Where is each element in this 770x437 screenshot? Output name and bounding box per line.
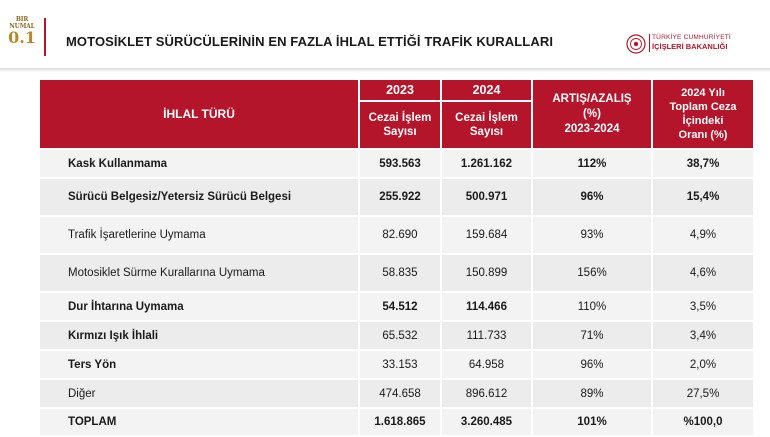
cell-count-2023: 33.153 bbox=[359, 350, 441, 379]
cell-count-2023: 1.618.865 bbox=[359, 408, 441, 436]
cell-count-2024: 64.958 bbox=[441, 350, 532, 379]
header-count-2024: Cezai İşlem Sayısı bbox=[441, 101, 532, 149]
ministry-divider bbox=[649, 34, 650, 52]
cell-violation-type: Kask Kullanmama bbox=[39, 149, 359, 178]
cell-change: 93% bbox=[532, 216, 652, 254]
header-ratio-line-3: İçindeki bbox=[682, 115, 724, 127]
cell-violation-type: Kırmızı Işık İhlali bbox=[39, 321, 359, 350]
header-change-line-2: (%) bbox=[583, 107, 601, 120]
cell-ratio: %100,0 bbox=[652, 408, 754, 436]
ministry-line-1: TÜRKİYE CUMHURİYETİ bbox=[652, 34, 731, 41]
cell-violation-type: Ters Yön bbox=[39, 350, 359, 379]
table-row bbox=[39, 254, 754, 292]
table-row bbox=[39, 178, 754, 216]
cell-count-2023: 58.835 bbox=[359, 254, 441, 292]
header-change-line-1: ARTIŞ/AZALIŞ bbox=[552, 92, 632, 105]
cell-change: 112% bbox=[532, 149, 652, 178]
cell-violation-type: Sürücü Belgesiz/Yetersiz Sürücü Belgesi bbox=[39, 178, 359, 216]
cell-count-2023: 474.658 bbox=[359, 379, 441, 408]
logo-number: 0.1 bbox=[8, 28, 36, 47]
ministry-name bbox=[652, 34, 762, 51]
header-count-2023: Cezai İşlem Sayısı bbox=[359, 101, 441, 149]
ministry-emblem-icon bbox=[626, 34, 646, 54]
header-ratio-line-1: 2024 Yılı bbox=[681, 87, 725, 99]
cell-violation-type: Trafik İşaretlerine Uymama bbox=[39, 216, 359, 254]
cell-ratio: 38,7% bbox=[652, 149, 754, 178]
header-change-line-3: 2023-2024 bbox=[564, 122, 620, 135]
cell-ratio: 2,0% bbox=[652, 350, 754, 379]
header-violation-type: İHLAL TÜRÜ bbox=[39, 79, 359, 149]
cell-change: 71% bbox=[532, 321, 652, 350]
header-ratio-line-2: Toplam Ceza bbox=[669, 101, 737, 113]
page-header bbox=[0, 0, 770, 70]
cell-count-2023: 82.690 bbox=[359, 216, 441, 254]
cell-count-2024: 1.261.162 bbox=[441, 149, 532, 178]
cell-count-2023: 593.563 bbox=[359, 149, 441, 178]
header-change bbox=[532, 79, 652, 149]
cell-count-2024: 896.612 bbox=[441, 379, 532, 408]
ministry-line-2: İÇİŞLERİ BAKANLIĞI bbox=[652, 42, 728, 51]
header-ratio bbox=[652, 79, 754, 149]
cell-change: 96% bbox=[532, 178, 652, 216]
cell-count-2023: 65.532 bbox=[359, 321, 441, 350]
cell-count-2024: 114.466 bbox=[441, 292, 532, 321]
cell-count-2024: 111.733 bbox=[441, 321, 532, 350]
cell-change: 156% bbox=[532, 254, 652, 292]
table-row bbox=[39, 216, 754, 254]
cell-change: 110% bbox=[532, 292, 652, 321]
header-year-2024: 2024 bbox=[441, 79, 532, 101]
cell-count-2024: 159.684 bbox=[441, 216, 532, 254]
table-row bbox=[39, 149, 754, 178]
header-ratio-line-4: Oranı (%) bbox=[678, 129, 728, 141]
table-row bbox=[39, 321, 754, 350]
header-year-2023: 2023 bbox=[359, 79, 441, 101]
table-row bbox=[39, 379, 754, 408]
cell-violation-type: Motosiklet Sürme Kurallarına Uymama bbox=[39, 254, 359, 292]
cell-count-2023: 54.512 bbox=[359, 292, 441, 321]
cell-ratio: 27,5% bbox=[652, 379, 754, 408]
cell-count-2023: 255.922 bbox=[359, 178, 441, 216]
cell-violation-type: Diğer bbox=[39, 379, 359, 408]
cell-count-2024: 150.899 bbox=[441, 254, 532, 292]
header-shadow bbox=[0, 68, 770, 72]
cell-change: 96% bbox=[532, 350, 652, 379]
table-row-total bbox=[39, 408, 754, 436]
cell-violation-type: Dur İhtarına Uymama bbox=[39, 292, 359, 321]
cell-count-2024: 500.971 bbox=[441, 178, 532, 216]
table-row bbox=[39, 292, 754, 321]
cell-change: 101% bbox=[532, 408, 652, 436]
cell-ratio: 4,6% bbox=[652, 254, 754, 292]
page-title: MOTOSİKLET SÜRÜCÜLERİNİN EN FAZLA İHLAL ETTİĞİ TRAFİK KURALLARI bbox=[66, 34, 554, 49]
cell-ratio: 3,4% bbox=[652, 321, 754, 350]
violations-table bbox=[38, 78, 755, 437]
cell-ratio: 3,5% bbox=[652, 292, 754, 321]
header-divider bbox=[44, 18, 46, 56]
table-row bbox=[39, 350, 754, 379]
logo-text: BIR NUMAL bbox=[9, 16, 35, 30]
cell-ratio: 15,4% bbox=[652, 178, 754, 216]
logo bbox=[4, 16, 40, 56]
cell-count-2024: 3.260.485 bbox=[441, 408, 532, 436]
cell-change: 89% bbox=[532, 379, 652, 408]
cell-ratio: 4,9% bbox=[652, 216, 754, 254]
cell-violation-type: TOPLAM bbox=[39, 408, 359, 436]
